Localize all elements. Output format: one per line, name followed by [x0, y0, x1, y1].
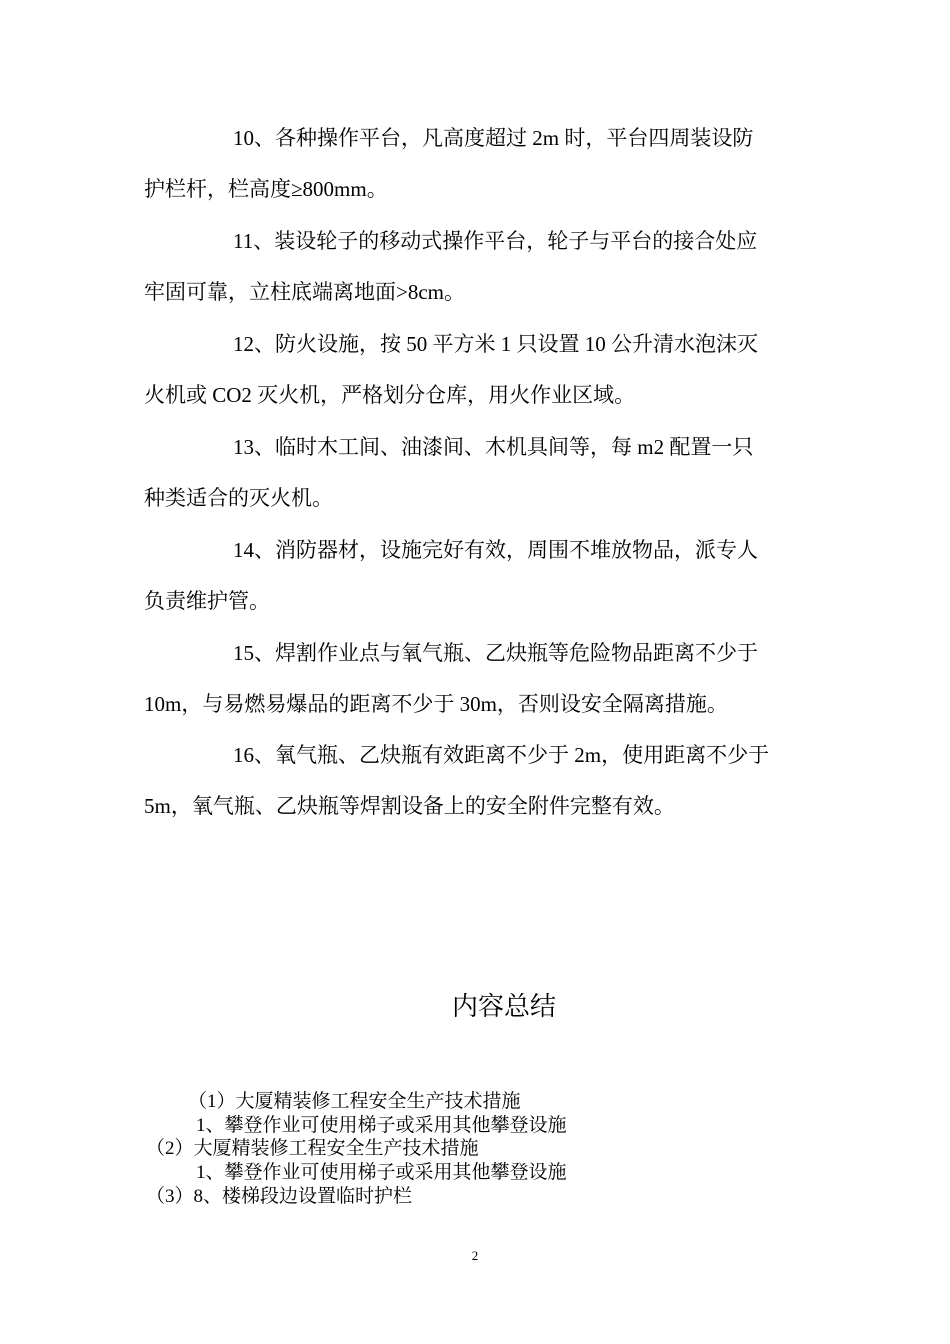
summary-line-1: （1）大厦精装修工程安全生产技术措施 — [188, 1091, 521, 1112]
paragraph-12-line-2: 火机或 CO2 灭火机，严格划分仓库，用火作业区域。 — [144, 383, 636, 407]
paragraph-14-line-1: 14、消防器材，设施完好有效，周围不堆放物品，派专人 — [233, 538, 758, 562]
paragraph-11-line-2: 牢固可靠，立柱底端离地面>8cm。 — [144, 280, 465, 304]
summary-title: 内容总结 — [451, 992, 556, 1022]
paragraph-10-line-1: 10、各种操作平台，凡高度超过 2m 时，平台四周装设防 — [233, 126, 754, 150]
paragraph-11-line-1: 11、装设轮子的移动式操作平台，轮子与平台的接合处应 — [233, 229, 758, 253]
page-number: 2 — [471, 1248, 479, 1263]
summary-line-2: 1、攀登作业可使用梯子或采用其他攀登设施 — [196, 1115, 567, 1136]
paragraph-16-line-2: 5m，氧气瓶、乙炔瓶等焊割设备上的安全附件完整有效。 — [144, 794, 675, 818]
paragraph-10-line-2: 护栏杆，栏高度≥800mm。 — [144, 177, 388, 201]
paragraph-16-line-1: 16、氧气瓶、乙炔瓶有效距离不少于 2m，使用距离不少于 — [233, 743, 770, 767]
paragraph-12-line-1: 12、防火设施，按 50 平方米 1 只设置 10 公升清水泡沫灭 — [233, 332, 758, 356]
summary-line-4: 1、攀登作业可使用梯子或采用其他攀登设施 — [196, 1162, 567, 1183]
paragraph-13-line-1: 13、临时木工间、油漆间、木机具间等，每 m2 配置一只 — [233, 435, 754, 459]
paragraph-15-line-2: 10m，与易燃易爆品的距离不少于 30m，否则设安全隔离措施。 — [144, 692, 728, 716]
summary-line-5: （3）8、楼梯段边设置临时护栏 — [146, 1186, 413, 1207]
paragraph-14-line-2: 负责维护管。 — [144, 589, 270, 613]
paragraph-13-line-2: 种类适合的灭火机。 — [144, 486, 333, 510]
summary-line-3: （2）大厦精装修工程安全生产技术措施 — [146, 1138, 479, 1159]
paragraph-15-line-1: 15、焊割作业点与氧气瓶、乙炔瓶等危险物品距离不少于 — [233, 641, 758, 665]
